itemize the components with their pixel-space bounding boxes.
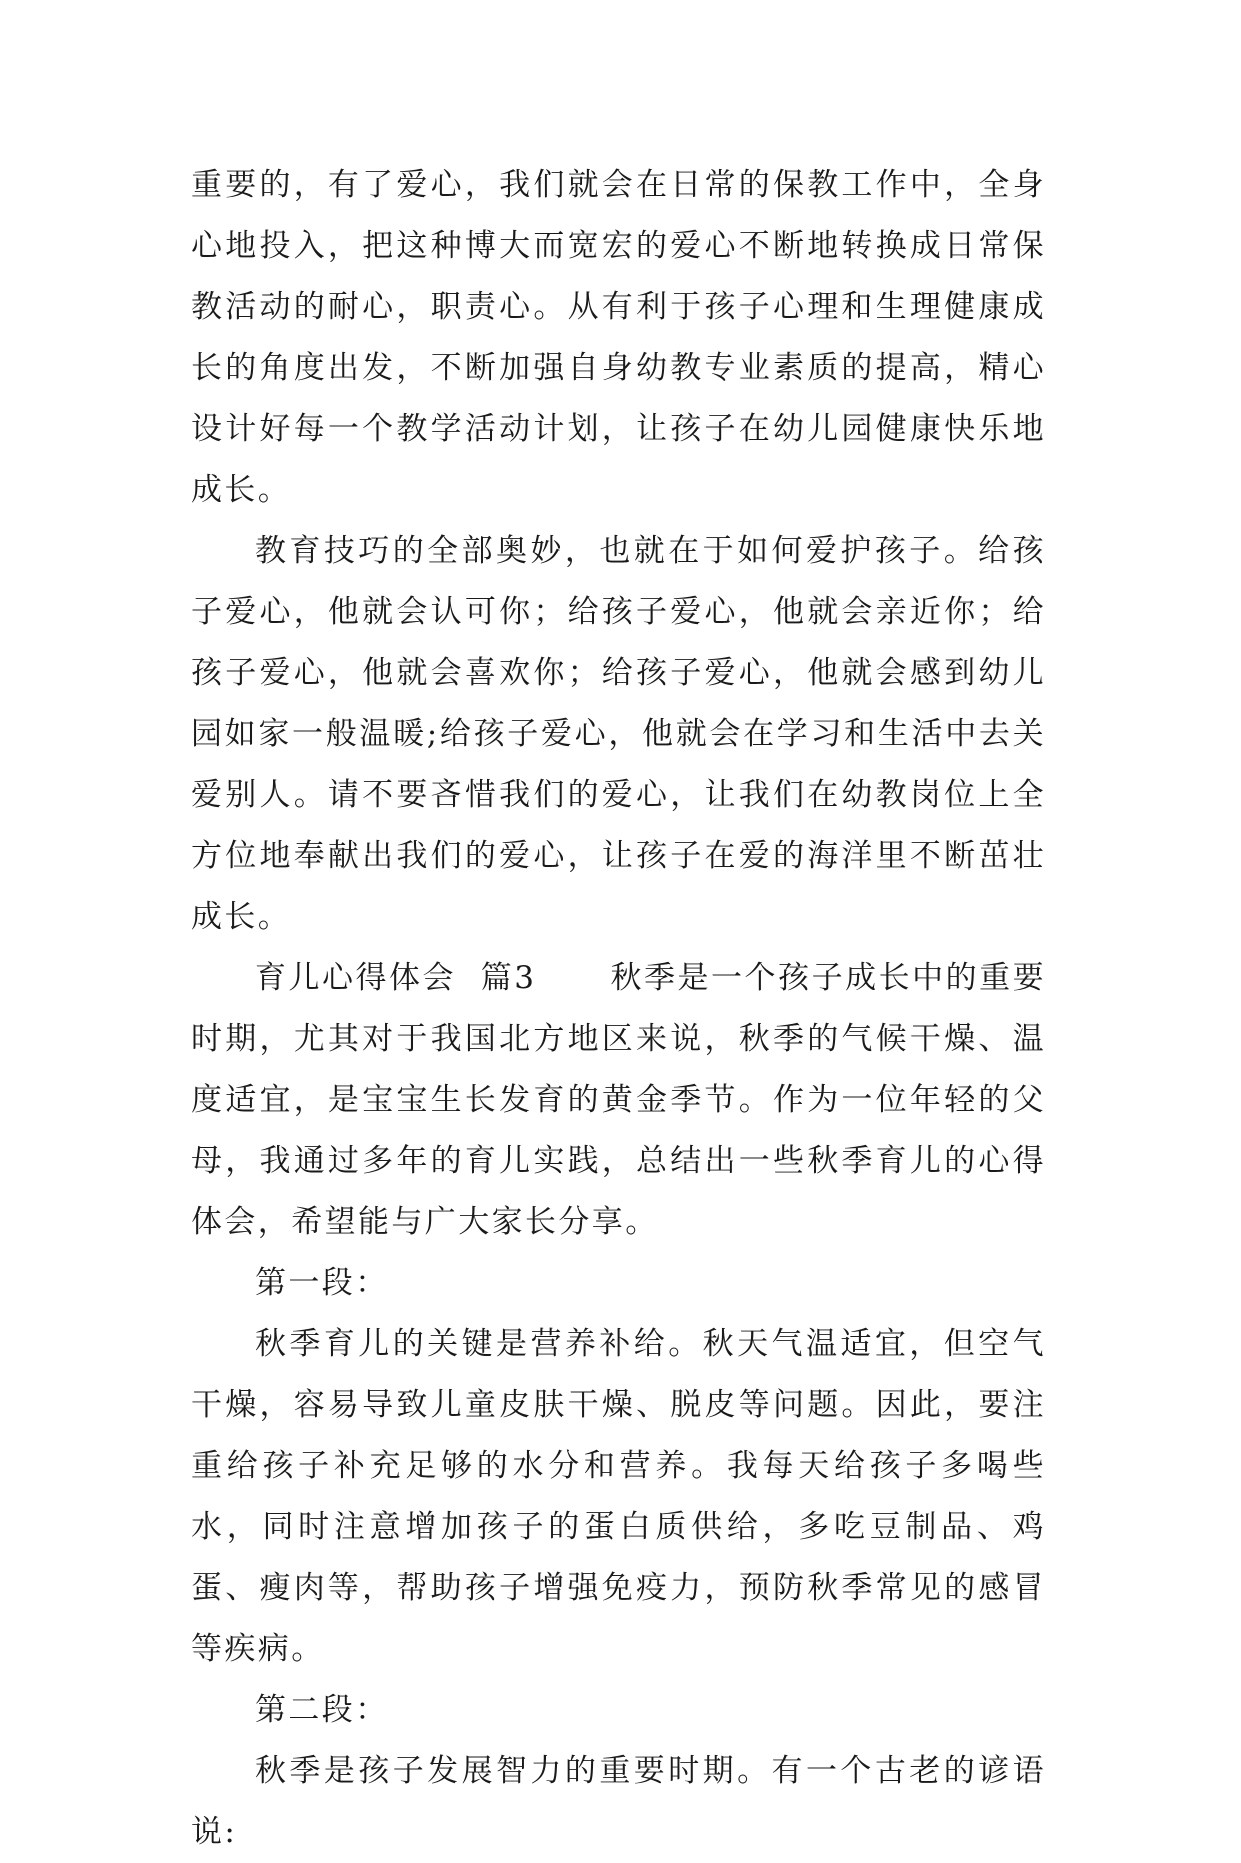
- paragraph-art-of-education: 教育技巧的全部奥妙，也就在于如何爱护孩子。给孩子爱心，他就会认可你；给孩子爱心，他就会亲近你；给孩子爱心，他就会喜欢你；给孩子爱心，他就会感到幼儿园如家一般温暖;给孩子爱心，他就会在学习和生活中去关爱别人。请不要吝惜我们的爱心，让我们在幼教岗位上全方位地奉献出我们的爱心，让孩子在爱的海洋里不断茁壮成长。: [191, 533, 1046, 935]
- heading-section-one: 第一段：: [255, 1265, 389, 1301]
- paragraph-section-3-intro: 育儿心得体会 篇3 秋季是一个孩子成长中的重要时期，尤其对于我国北方地区来说，秋季的气候干燥、温度适宜，是宝宝生长发育的黄金季节。作为一位年轻的父母，我通过多年的育儿实践，总结出一些秋季育儿的心得体会，希望能与广大家长分享。: [191, 960, 1046, 1240]
- paragraph-love-in-teaching: 重要的，有了爱心，我们就会在日常的保教工作中，全身心地投入，把这种博大而宽宏的爱心不断地转换成日常保教活动的耐心，职责心。从有利于孩子心理和生理健康成长的角度出发，不断加强自身幼教专业素质的提高，精心设计好每一个教学活动计划，让孩子在幼儿园健康快乐地成长。: [191, 167, 1046, 508]
- document-body: [191, 155, 1046, 1863]
- paragraph-autumn-nutrition: 秋季育儿的关键是营养补给。秋天气温适宜，但空气干燥，容易导致儿童皮肤干燥、脱皮等问题。因此，要注重给孩子补充足够的水分和营养。我每天给孩子多喝些水，同时注意增加孩子的蛋白质供给，多吃豆制品、鸡蛋、瘦肉等，帮助孩子增强免疫力，预防秋季常见的感冒等疾病。: [191, 1326, 1046, 1667]
- paragraph-autumn-intelligence: 秋季是孩子发展智力的重要时期。有一个古老的谚语说:: [191, 1753, 1046, 1850]
- heading-section-two: 第二段：: [255, 1692, 389, 1728]
